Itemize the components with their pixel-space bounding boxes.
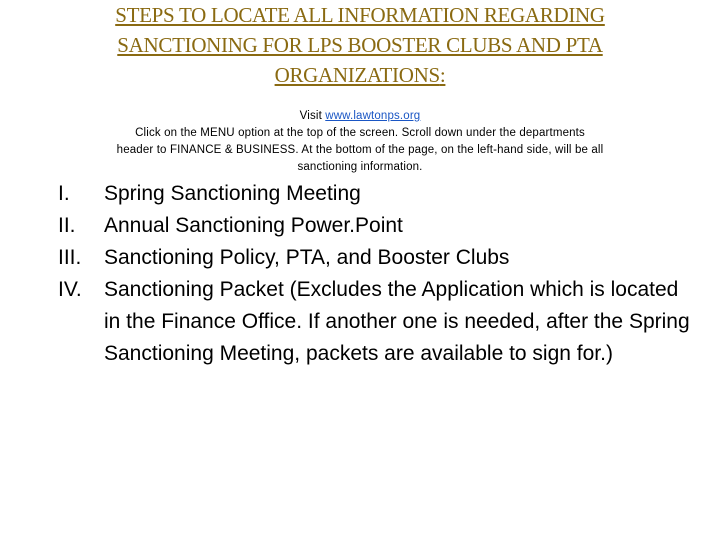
title-line-1: STEPS TO LOCATE ALL INFORMATION REGARDING — [115, 3, 605, 27]
visit-line — [50, 108, 670, 125]
list-item-number: IV. — [58, 278, 82, 301]
instruction-line-2: Click on the MENU option at the top of the screen. Scroll down under the departments — [135, 127, 585, 139]
sanctioning-items-list — [58, 178, 698, 370]
list-item-text: Sanctioning Packet (Excludes the Application which is located in the Finance Office. If another one is needed, after the Spring Sanctioning Meeting, packets are available to sign for.) — [104, 278, 690, 365]
page-title — [90, 0, 630, 90]
title-colon: : — [439, 63, 446, 87]
title-line-3-text: ORGANIZATIONS — [274, 63, 440, 87]
visit-prefix: Visit — [299, 110, 326, 122]
list-item — [58, 274, 698, 370]
list-item-number: III. — [58, 246, 82, 269]
title-line-3 — [90, 60, 630, 90]
list-item-number: II. — [58, 214, 76, 237]
list-item — [58, 242, 698, 274]
instruction-line-4: sanctioning information. — [297, 161, 423, 173]
list-item-text: Spring Sanctioning Meeting — [104, 182, 361, 205]
list-item — [58, 178, 698, 210]
website-link[interactable]: www.lawtonps.org — [325, 110, 421, 122]
list-item-text: Sanctioning Policy, PTA, and Booster Clubs — [104, 246, 510, 269]
title-line-2: SANCTIONING FOR LPS BOOSTER CLUBS AND PTA — [117, 33, 603, 57]
instructions-block — [50, 108, 670, 176]
list-item — [58, 210, 698, 242]
instruction-line-3: header to FINANCE & BUSINESS. At the bottom of the page, on the left-hand side, will be all — [116, 144, 604, 156]
list-item-number: I. — [58, 182, 70, 205]
list-item-text: Annual Sanctioning Power.Point — [104, 214, 403, 237]
